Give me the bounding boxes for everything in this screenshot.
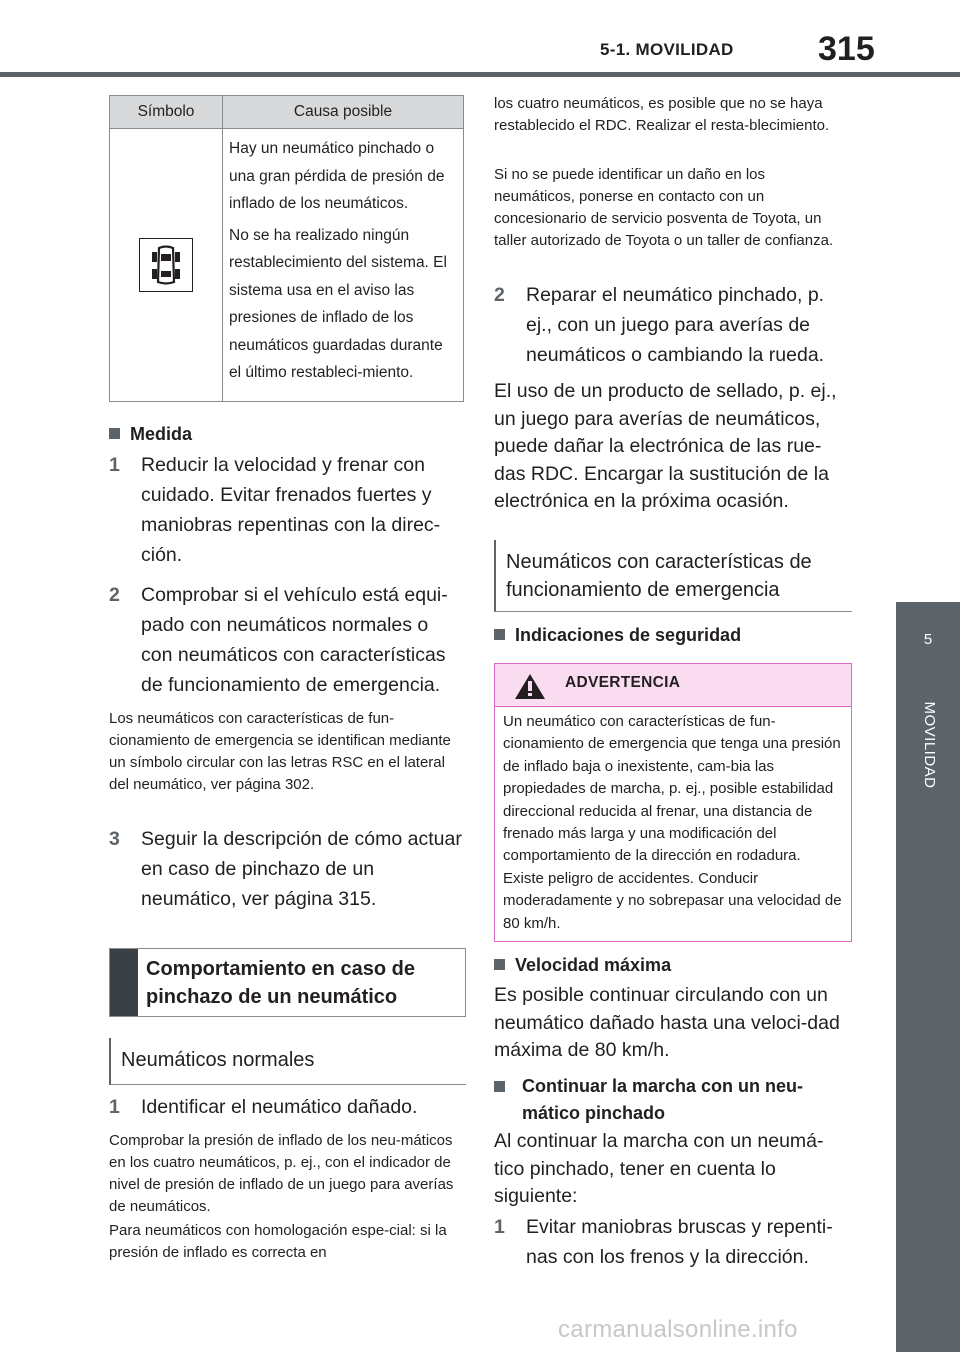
normal-step-1: 1 Identificar el neumático dañado. [109,1096,418,1118]
symbol-table [109,95,464,402]
step-2: 2 Comprobar si el vehículo está equi-pado con neumáticos normales o con neumáticos con características de funcionamiento de emergencia. [109,584,448,696]
right-step-2: 2 Reparar el neumático pinchado, p. ej., con un juego para averías de neumáticos o cambiando la rueda. [494,284,825,366]
header-rule [0,72,960,77]
warning-divider [495,706,851,707]
subsection-normal-box [109,1038,466,1085]
heading-bar [110,949,138,1016]
warning-text: Un neumático con características de fun-cionamiento de emergencia que tenga una presión de inflado baja o inexistente, cam-bia las propiedades de marcha, p. ej., posible estabilidad direccional reducida al frenar, una distancia de frenado más larga y una modificación del comportamiento de la dirección en rodadura. Existe peligro de accidentes. Conducir moderadamente y no sobrepasar una velocidad de 80 km/h. [503,713,842,932]
tire-pressure-car-icon [139,238,193,292]
square-bullet-icon [494,629,505,640]
subsection-runflat-box [494,540,852,612]
safety-heading: Indicaciones de seguridad [494,625,741,646]
table-header-symbol: Símbolo [110,96,223,129]
warning-box [494,663,852,942]
table-header-cause: Causa posible [223,96,464,129]
note-homologation: Para neumáticos con homologación espe-cial: si la presión de inflado es correcta en [109,1222,447,1261]
subsection-runflat-heading: Neumáticos con características de funcionamiento de emergencia [506,551,812,601]
warning-header [495,664,851,706]
warning-title: ADVERTENCIA [565,674,681,691]
continue-text: Al continuar la marcha con un neumá-tico pinchado, tener en cuenta lo siguiente: [494,1130,824,1207]
square-bullet-icon [494,1081,505,1092]
sealant-text: El uso de un producto de sellado, p. ej., un juego para averías de neumáticos, puede dañar la electrónica de las rue-das RDC. Encargar la sustitución de la electrónica en la próxima ocasión. [494,380,837,512]
note-rsc: Los neumáticos con características de fun-cionamiento de emergencia se identifican mediante un símbolo circular con las letras RSC en el lateral del neumático, ver página 302. [109,710,451,793]
step-1: 1 Reducir la velocidad y frenar con cuidado. Evitar frenados fuertes y maniobras repentinas con la direc-ción. [109,454,441,566]
symbol-cell [110,129,223,402]
square-bullet-icon [494,959,505,970]
cause-text-1: Hay un neumático pinchado o una gran pérdida de presión de inflado de los neumáticos. [229,140,445,212]
maxspeed-text: Es posible continuar circulando con un neumático dañado hasta una veloci-dad máxima de 80 km/h. [494,984,840,1061]
continue-step-1: 1 Evitar maniobras bruscas y repenti-nas con los frenos y la dirección. [494,1216,833,1268]
continue-heading: Continuar la marcha con un neu-mático pinchado [494,1073,850,1127]
note-continued: los cuatro neumáticos, es posible que no se haya restablecido el RDC. Realizar el resta-blecimiento. [494,95,830,134]
section-heading-box [109,948,466,1017]
maxspeed-heading: Velocidad máxima [494,955,671,976]
note-dealer: Si no se puede identificar un daño en los neumáticos, ponerse en contacto con un concesionario de servicio posventa de Toyota, un taller autorizado de Toyota o un taller de confianza. [494,166,834,249]
page-number: 315 [818,30,875,68]
chapter-tab-label: MOVILIDAD [921,701,938,789]
cause-cell [223,129,464,402]
medida-heading: Medida [109,424,192,445]
cause-text-2: No se ha realizado ningún restablecimiento del sistema. El sistema usa en el aviso las presiones de inflado de los neumáticos guardadas durante el último restableci-miento. [229,226,447,381]
watermark: carmanualsonline.info [558,1316,798,1343]
note-check-pressure: Comprobar la presión de inflado de los neu-máticos en los cuatro neumáticos, p. ej., con el indicador de nivel de presión de inflado de un juego para averías de neumáticos. [109,1132,454,1215]
step-3: 3 Seguir la descripción de cómo actuar en caso de pinchazo de un neumático, ver página 315. [109,828,462,910]
section-title: 5-1. MOVILIDAD [600,40,734,59]
square-bullet-icon [109,428,120,439]
chapter-tab-number: 5 [896,602,960,682]
section-heading: Comportamiento en caso de pinchazo de un neumático [146,958,415,1008]
subsection-normal-heading: Neumáticos normales [121,1049,315,1071]
